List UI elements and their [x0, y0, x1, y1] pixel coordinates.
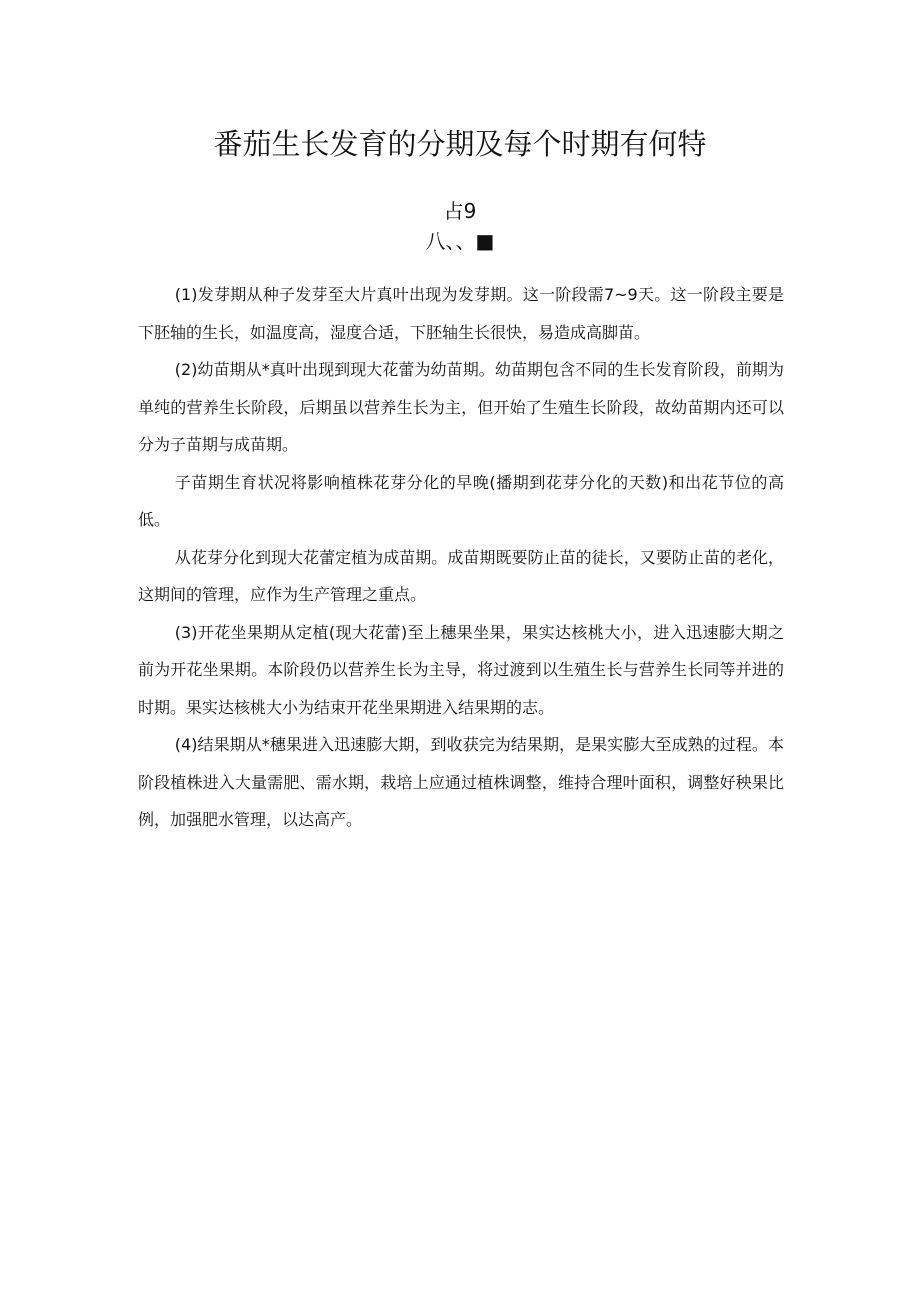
document-subtitle-line-2: 八、、■ — [425, 229, 495, 253]
paragraph-seedling-stage: (2)幼苗期从*真叶出现到现大花蕾为幼苗期。幼苗期包含不同的生长发育阶段，前期为单纯的营养生长阶段，后期虽以营养生长为主，但开始了生殖生长阶段，故幼苗期内还可以分为子苗期与成苗期。 — [138, 360, 784, 454]
paragraph-fruiting-stage: (4)结果期从*穗果进入迅速膨大期，到收获完为结果期，是果实膨大至成熟的过程。本阶段植株进入大量需肥、需水期，栽培上应通过植株调整，维持合理叶面积，调整好秧果比例，加强肥水管理，以达高产。 — [138, 735, 784, 829]
paragraph-young-seedling: 子苗期生育状况将影响植株花芽分化的早晚(播期到花芽分化的天数)和出花节位的高低。 — [138, 472, 784, 529]
paragraph-flowering-fruit-setting: (3)开花坐果期从定植(现大花蕾)至上穗果坐果，果实达核桃大小，进入迅速膨大期之前为开花坐果期。本阶段仍以营养生长为主导，将过渡到以生殖生长与营养生长同等并进的时期。果实达核桃大小为结束开花坐果期进入结果期的志。 — [138, 622, 784, 717]
paragraph-mature-seedling: 从花芽分化到现大花蕾定植为成苗期。成苗期既要防止苗的徒长，又要防止苗的老化，这期间的管理，应作为生产管理之重点。 — [138, 547, 784, 604]
document-body — [138, 276, 784, 839]
document-subtitle-line-1: 占9 — [443, 199, 477, 223]
paragraph-germination-stage: (1)发芽期从种子发芽至大片真叶出现为发芽期。这一阶段需7~9天。这一阶段主要是下胚轴的生长，如温度高，湿度合适，下胚轴生长很快，易造成高脚苗。 — [138, 285, 784, 342]
document-title: 番茄生长发育的分期及每个时期有何特 — [213, 127, 707, 161]
